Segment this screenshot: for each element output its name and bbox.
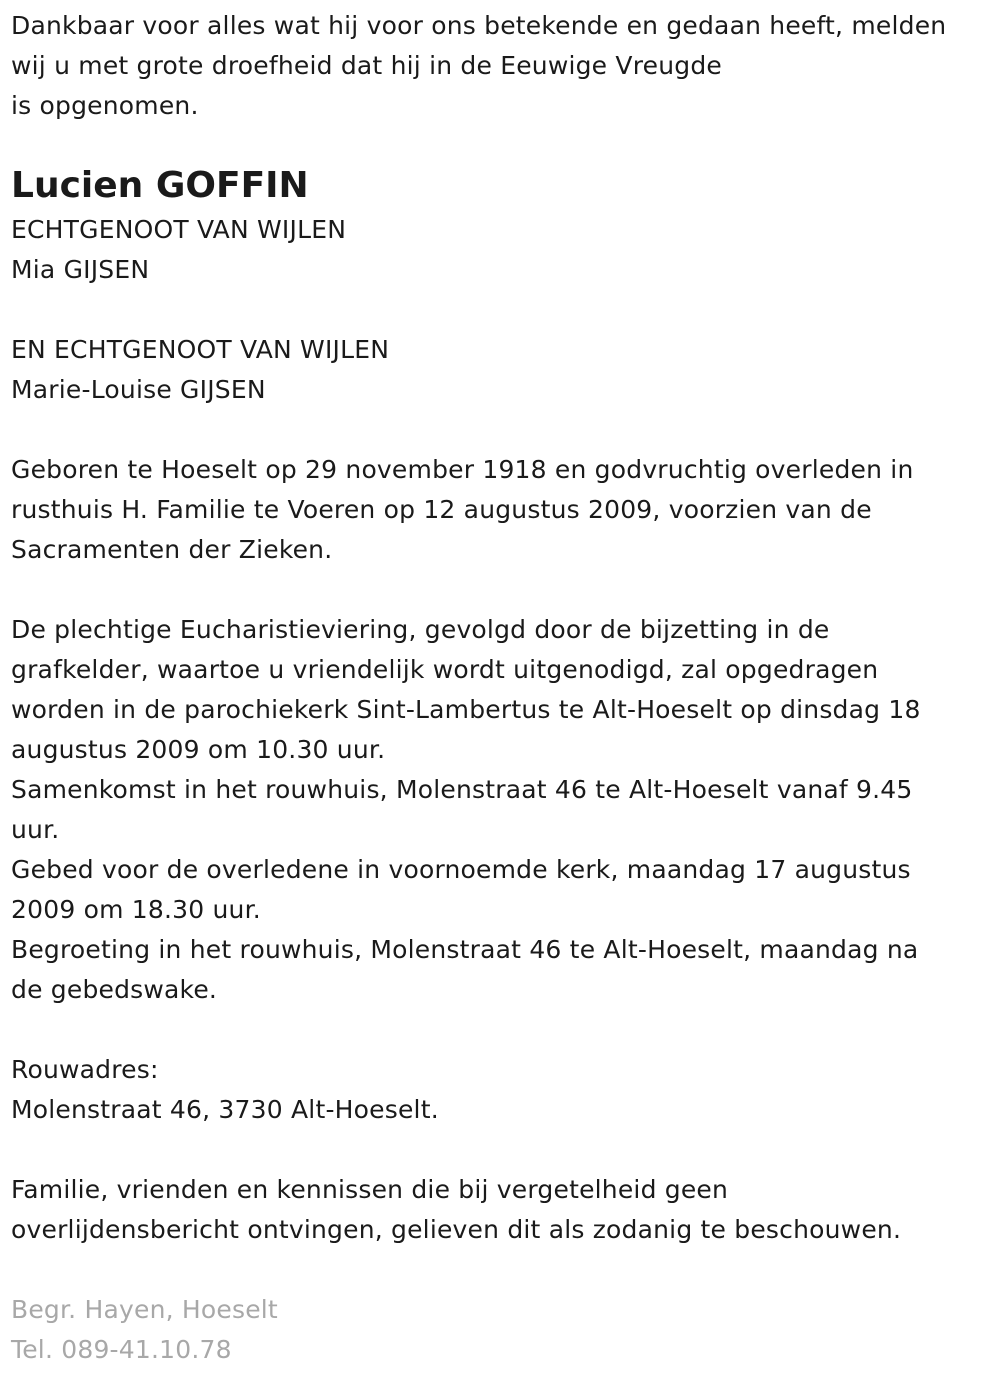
spouse-block-2 [11,330,996,410]
address-label: Rouwadres: [11,1055,159,1084]
spouse-label: ECHTGENOOT VAN WIJLEN [11,215,347,244]
spouse-name: Marie-Louise GIJSEN [11,375,266,404]
intro-line: is opgenomen. [11,91,199,120]
ceremony-line: de gebedswake. [11,975,218,1004]
birth-death-line: rusthuis H. Familie te Voeren op 12 augustus 2009, voorzien van de [11,495,872,524]
obituary-notice [11,6,996,1370]
spacer [11,1130,996,1170]
funeral-home-footer [11,1290,996,1370]
address-block [11,1050,996,1130]
ceremony-line: Samenkomst in het rouwhuis, Molenstraat 46 te Alt-Hoeselt vanaf 9.45 [11,775,913,804]
notice-paragraph [11,1170,996,1250]
spacer [11,1250,996,1290]
ceremony-line: Begroeting in het rouwhuis, Molenstraat 46 te Alt-Hoeselt, maandag na [11,935,919,964]
ceremony-line: Gebed voor de overledene in voornoemde kerk, maandag 17 augustus [11,855,911,884]
spacer [11,1010,996,1050]
spacer [11,410,996,450]
ceremony-line: worden in de parochiekerk Sint-Lambertus te Alt-Hoeselt op dinsdag 18 [11,695,921,724]
spacer [11,570,996,610]
funeral-home-phone: Tel. 089-41.10.78 [11,1335,232,1364]
notice-line: Familie, vrienden en kennissen die bij vergetelheid geen [11,1175,729,1204]
deceased-name: Lucien GOFFIN [11,165,309,206]
intro-line: Dankbaar voor alles wat hij voor ons betekende en gedaan heeft, melden [11,11,947,40]
spouse-name: Mia GIJSEN [11,255,150,284]
ceremony-line: uur. [11,815,60,844]
notice-line: overlijdensbericht ontvingen, gelieven dit als zodanig te beschouwen. [11,1215,902,1244]
spouse-block-1 [11,210,996,290]
funeral-home-name: Begr. Hayen, Hoeselt [11,1295,278,1324]
ceremony-line: De plechtige Eucharistieviering, gevolgd door de bijzetting in de [11,615,830,644]
ceremony-line: grafkelder, waartoe u vriendelijk wordt uitgenodigd, zal opgedragen [11,655,879,684]
address-value: Molenstraat 46, 3730 Alt-Hoeselt. [11,1095,439,1124]
spouse-label: EN ECHTGENOOT VAN WIJLEN [11,335,390,364]
intro-line: wij u met grote droefheid dat hij in de Eeuwige Vreugde [11,51,722,80]
ceremony-line: augustus 2009 om 10.30 uur. [11,735,386,764]
ceremony-paragraph [11,610,996,1010]
intro-paragraph [11,6,996,126]
spacer [11,290,996,330]
birth-death-line: Geboren te Hoeselt op 29 november 1918 en godvruchtig overleden in [11,455,914,484]
birth-death-paragraph [11,450,996,570]
ceremony-line: 2009 om 18.30 uur. [11,895,261,924]
birth-death-line: Sacramenten der Zieken. [11,535,333,564]
